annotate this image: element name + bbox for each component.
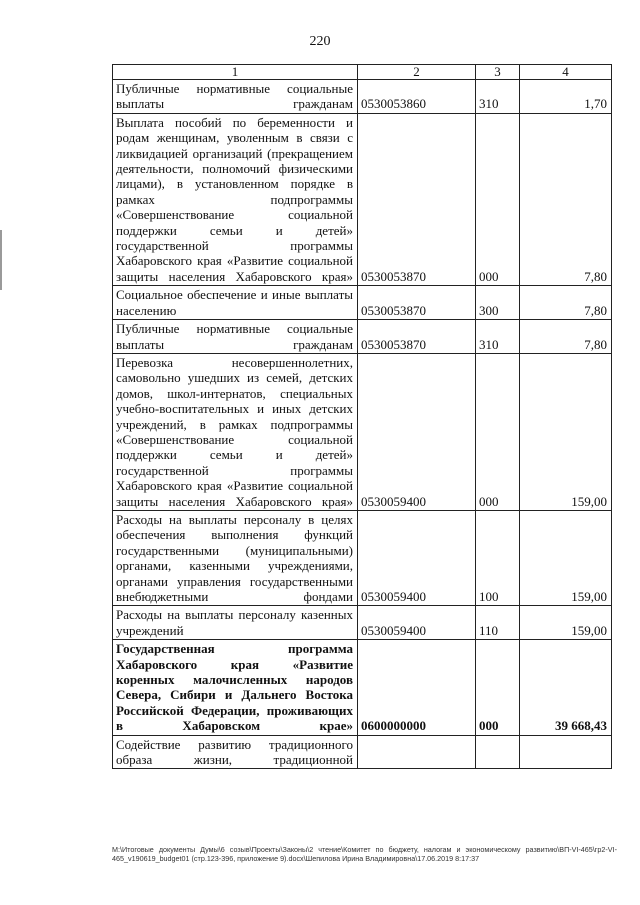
row-sum — [520, 735, 612, 769]
row-name: Перевозка несовершеннолетних, самовольно ушедших из семей, детских домов, школ-интернатов, специальных учебно-воспитательных и иных детских учреждений, в рамках подпрограммы «Совершенствование социальной поддержки семьи и детей» государственной программы Хабаровского края «Развитие социальной защиты населения Хабаровского края» — [113, 353, 358, 510]
row-code: 0530053870 — [358, 320, 476, 354]
row-code: 0600000000 — [358, 640, 476, 735]
row-name: Государственная программа Хабаровского края «Развитие коренных малочисленных народов Севера, Сибири и Дальнего Востока Российской Федерации, проживающих в Хабаровском крае» — [113, 640, 358, 735]
row-sum: 7,80 — [520, 286, 612, 320]
row-sum: 159,00 — [520, 353, 612, 510]
row-name: Выплата пособий по беременности и родам женщинам, уволенным в связи с ликвидацией организаций (прекращением деятельности, полномочий физическими лицами), в установленном порядке в рамках подпрограммы «Совершенствование социальной поддержки семьи и детей» государственной программы Хабаровского края «Развитие социальной защиты населения Хабаровского края» — [113, 113, 358, 285]
table-row — [113, 286, 612, 320]
row-name: Публичные нормативные социальные выплаты гражданам — [113, 80, 358, 114]
row-type: 000 — [476, 113, 520, 285]
page-number: 220 — [309, 34, 331, 49]
header-col-1: 1 — [113, 65, 358, 80]
row-type: 310 — [476, 80, 520, 114]
row-code: 0530059400 — [358, 606, 476, 640]
row-type: 310 — [476, 320, 520, 354]
row-sum: 39 668,43 — [520, 640, 612, 735]
row-code: 0530059400 — [358, 353, 476, 510]
row-name: Содействие развитию традиционного образа жизни, традиционной — [113, 735, 358, 769]
document-file-path-footer: M:\Итоговые документы Думы\6 созыв\Проекты\Законы\2 чтение\Комитет по бюджету, налогам и экономическому развитию\ВП-VI-465\гр2-VI-465_v190619_budget01 (стр.123-396, приложение 9).docx\Шепилова Ирина Владимировна\17.06.2019 8:17:37 — [112, 845, 617, 863]
table-row-program-total — [113, 640, 612, 735]
table-row — [113, 735, 612, 769]
row-sum: 7,80 — [520, 320, 612, 354]
scan-edge-mark — [0, 230, 2, 290]
row-type: 100 — [476, 510, 520, 605]
table-header-row — [113, 65, 612, 80]
row-sum: 7,80 — [520, 113, 612, 285]
row-name: Расходы на выплаты персоналу в целях обеспечения выполнения функций государственными (муниципальными) органами, казенными учреждениями, органами управления государственными внебюджетными фондами — [113, 510, 358, 605]
row-code: 0530059400 — [358, 510, 476, 605]
table-row — [113, 320, 612, 354]
row-code: 0530053870 — [358, 286, 476, 320]
row-sum: 159,00 — [520, 606, 612, 640]
row-name: Публичные нормативные социальные выплаты гражданам — [113, 320, 358, 354]
header-col-4: 4 — [520, 65, 612, 80]
row-sum: 159,00 — [520, 510, 612, 605]
row-code: 0530053870 — [358, 113, 476, 285]
table-row — [113, 353, 612, 510]
budget-table — [112, 64, 612, 769]
row-name: Социальное обеспечение и иные выплаты населению — [113, 286, 358, 320]
header-col-3: 3 — [476, 65, 520, 80]
header-col-2: 2 — [358, 65, 476, 80]
table-row — [113, 510, 612, 605]
row-type: 300 — [476, 286, 520, 320]
row-sum: 1,70 — [520, 80, 612, 114]
row-type: 110 — [476, 606, 520, 640]
table-row — [113, 80, 612, 114]
row-type — [476, 735, 520, 769]
table-row — [113, 606, 612, 640]
row-name: Расходы на выплаты персоналу казенных учреждений — [113, 606, 358, 640]
row-type: 000 — [476, 353, 520, 510]
table-row — [113, 113, 612, 285]
row-code — [358, 735, 476, 769]
row-code: 0530053860 — [358, 80, 476, 114]
row-type: 000 — [476, 640, 520, 735]
